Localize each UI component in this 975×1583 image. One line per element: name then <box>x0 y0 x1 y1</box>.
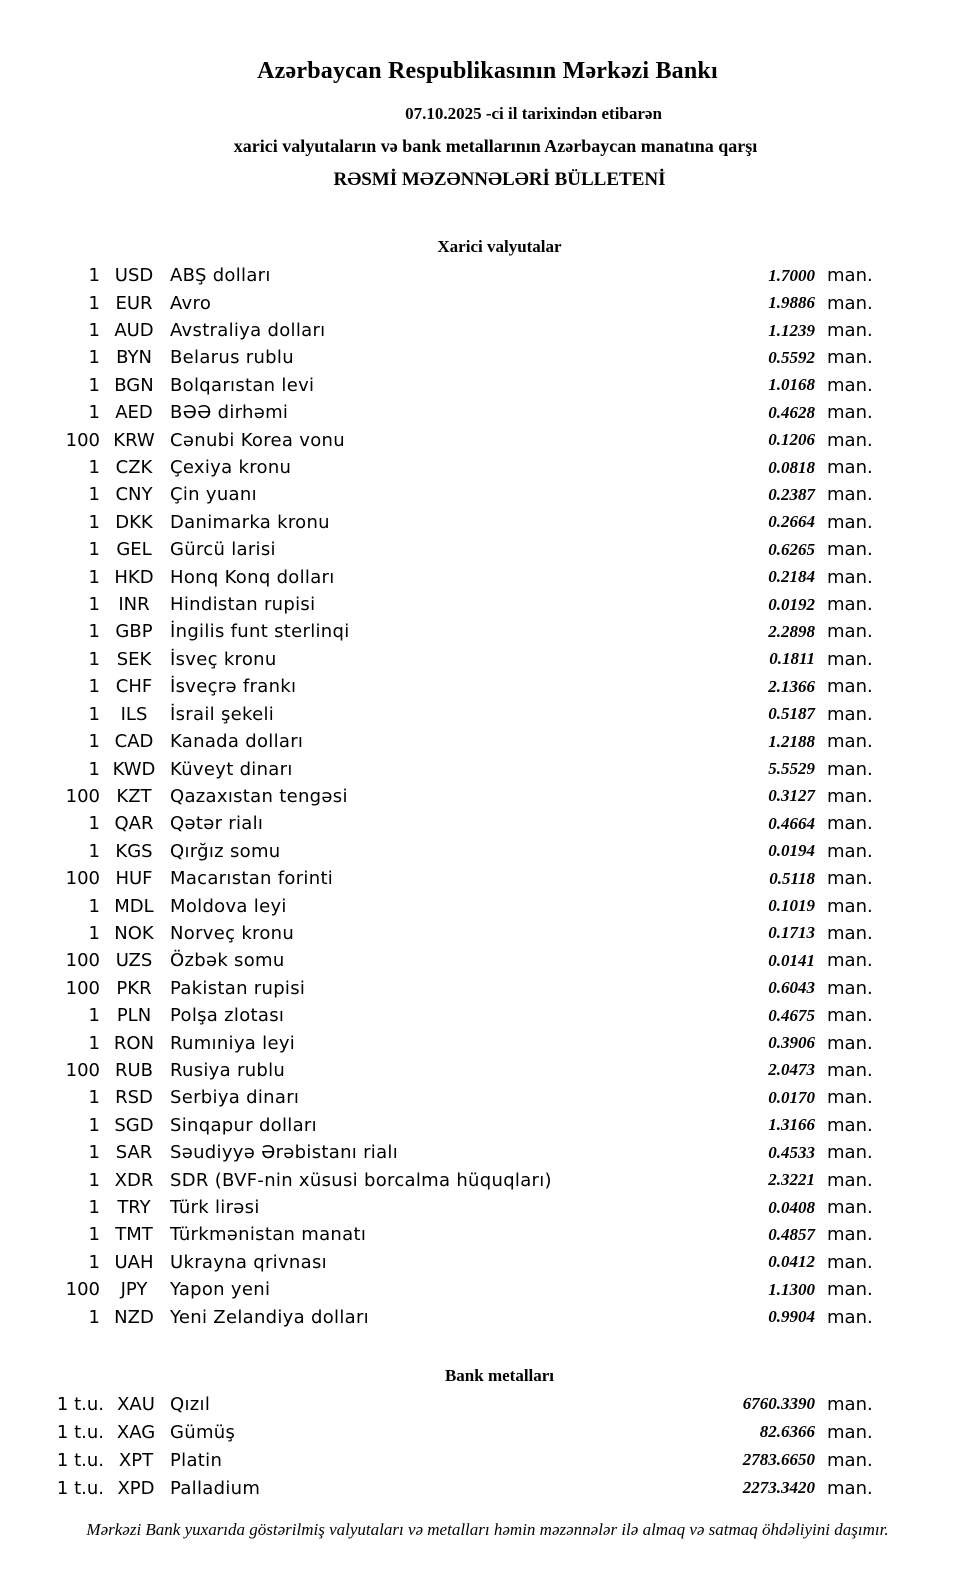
row-rate: 82.6366 <box>759 1422 815 1441</box>
row-unit: man. <box>827 840 873 862</box>
row-code: USD <box>114 265 154 287</box>
currency-table <box>0 262 975 1331</box>
row-rate: 0.9904 <box>768 1307 815 1327</box>
row-quantity: 1 <box>88 621 100 643</box>
table-row <box>0 618 975 645</box>
row-name: Danimarka kronu <box>170 511 330 533</box>
row-rate: 0.4675 <box>768 1005 815 1025</box>
row-quantity: 1 <box>88 1005 100 1027</box>
row-unit: man. <box>827 402 873 424</box>
row-unit: man. <box>827 1197 873 1219</box>
row-rate: 2.2898 <box>768 621 815 641</box>
row-quantity: 1 <box>88 374 100 396</box>
row-rate: 6760.3390 <box>742 1394 815 1413</box>
row-rate: 0.4857 <box>768 1224 815 1244</box>
row-code: KZT <box>116 785 152 807</box>
row-code: BGN <box>114 374 154 396</box>
table-row <box>0 1139 975 1166</box>
row-quantity: 1 t.u. <box>56 1393 104 1415</box>
table-row <box>0 728 975 755</box>
table-row <box>0 1276 975 1303</box>
row-quantity: 1 <box>88 676 100 698</box>
table-row <box>0 591 975 618</box>
row-unit: man. <box>827 1393 873 1415</box>
row-code: RUB <box>114 1059 154 1081</box>
table-row <box>0 1446 975 1474</box>
row-unit: man. <box>827 320 873 342</box>
row-rate: 0.0412 <box>768 1252 815 1272</box>
row-quantity: 1 <box>88 1032 100 1054</box>
row-rate: 2273.3420 <box>742 1478 815 1497</box>
row-name: Gümüş <box>170 1421 236 1443</box>
row-quantity: 100 <box>65 868 100 890</box>
row-unit: man. <box>827 594 873 616</box>
row-code: RSD <box>115 1087 153 1109</box>
row-rate: 0.0192 <box>768 594 815 614</box>
row-unit: man. <box>827 1251 873 1273</box>
table-row <box>0 481 975 508</box>
row-unit: man. <box>827 1421 873 1443</box>
row-name: Çin yuanı <box>170 484 257 506</box>
row-name: Avstraliya dolları <box>170 320 326 342</box>
row-code: SGD <box>114 1114 154 1136</box>
row-unit: man. <box>827 785 873 807</box>
row-name: Küveyt dinarı <box>170 758 293 780</box>
row-unit: man. <box>827 731 873 753</box>
row-name: İsveçrə frankı <box>170 676 297 698</box>
table-row <box>0 920 975 947</box>
row-quantity: 1 <box>88 1251 100 1273</box>
row-unit: man. <box>827 429 873 451</box>
row-code: KWD <box>112 758 156 780</box>
row-rate: 0.2387 <box>768 484 815 504</box>
table-row <box>0 810 975 837</box>
table-row <box>0 1303 975 1330</box>
row-name: Serbiya dinarı <box>170 1087 300 1109</box>
table-row <box>0 536 975 563</box>
row-unit: man. <box>827 703 873 725</box>
table-row <box>0 673 975 700</box>
row-name: Gürcü larisi <box>170 539 276 561</box>
row-name: SDR (BVF-nin xüsusi borcalma hüquqları) <box>170 1169 552 1191</box>
row-quantity: 100 <box>65 977 100 999</box>
row-code: XDR <box>114 1169 154 1191</box>
row-rate: 0.0194 <box>768 841 815 861</box>
row-unit: man. <box>827 539 873 561</box>
row-rate: 0.4533 <box>768 1142 815 1162</box>
row-quantity: 1 <box>88 511 100 533</box>
row-quantity: 1 <box>88 1224 100 1246</box>
row-rate: 1.7000 <box>768 265 815 285</box>
table-row <box>0 1390 975 1418</box>
row-name: Avro <box>170 292 212 314</box>
row-code: XPD <box>117 1477 155 1499</box>
table-row <box>0 1474 975 1502</box>
row-rate: 1.2188 <box>768 731 815 751</box>
row-quantity: 1 <box>88 265 100 287</box>
row-code: KGS <box>115 840 153 862</box>
row-unit: man. <box>827 813 873 835</box>
row-code: GBP <box>115 621 153 643</box>
row-name: Qızıl <box>170 1393 211 1415</box>
row-rate: 0.6043 <box>768 978 815 998</box>
bulletin-title: RƏSMİ MƏZƏNNƏLƏRİ BÜLLETENİ <box>333 169 666 190</box>
row-unit: man. <box>827 648 873 670</box>
table-row <box>0 262 975 289</box>
row-rate: 0.0818 <box>768 457 815 477</box>
row-name: Honq Konq dolları <box>170 566 335 588</box>
row-rate: 2783.6650 <box>742 1450 815 1469</box>
row-rate: 0.0170 <box>768 1087 815 1107</box>
row-rate: 0.4664 <box>768 813 815 833</box>
row-unit: man. <box>827 1279 873 1301</box>
row-code: JPY <box>120 1279 148 1301</box>
row-quantity: 1 <box>88 813 100 835</box>
table-row <box>0 1221 975 1248</box>
row-unit: man. <box>827 977 873 999</box>
table-row <box>0 1002 975 1029</box>
row-quantity: 1 <box>88 1114 100 1136</box>
row-name: İsveç kronu <box>170 648 277 670</box>
row-quantity: 1 <box>88 457 100 479</box>
row-code: HUF <box>115 868 153 890</box>
row-code: CHF <box>115 676 153 698</box>
row-unit: man. <box>827 1449 873 1471</box>
row-unit: man. <box>827 895 873 917</box>
row-quantity: 100 <box>65 1279 100 1301</box>
table-row <box>0 1166 975 1193</box>
row-rate: 0.2664 <box>768 512 815 532</box>
table-row <box>0 509 975 536</box>
row-rate: 0.1713 <box>768 923 815 943</box>
row-unit: man. <box>827 922 873 944</box>
row-name: Rumıniya leyi <box>170 1032 296 1054</box>
row-rate: 2.0473 <box>768 1060 815 1080</box>
section-title-currencies: Xarici valyutalar <box>437 237 562 256</box>
row-code: KRW <box>113 429 155 451</box>
row-rate: 0.1019 <box>768 896 815 916</box>
row-quantity: 1 <box>88 320 100 342</box>
row-code: GEL <box>116 539 152 561</box>
row-unit: man. <box>827 1169 873 1191</box>
table-row <box>0 454 975 481</box>
row-quantity: 1 <box>88 731 100 753</box>
row-unit: man. <box>827 1142 873 1164</box>
subject-line: xarici valyutaların və bank metallarının Azərbaycan manatına qarşı <box>233 136 758 156</box>
row-rate: 1.9886 <box>768 293 815 313</box>
table-row <box>0 399 975 426</box>
row-unit: man. <box>827 566 873 588</box>
row-quantity: 100 <box>65 785 100 807</box>
footer-disclaimer: Mərkəzi Bank yuxarıda göstərilmiş valyutaları və metalları həmin məzənnələr ilə almaq və satmaq öhdəliyini daşımır. <box>86 1520 889 1539</box>
row-unit: man. <box>827 1059 873 1081</box>
table-row <box>0 975 975 1002</box>
row-rate: 0.4628 <box>768 402 815 422</box>
row-quantity: 1 <box>88 758 100 780</box>
row-quantity: 1 <box>88 402 100 424</box>
row-code: TMT <box>115 1224 153 1246</box>
row-quantity: 1 <box>88 594 100 616</box>
row-unit: man. <box>827 1114 873 1136</box>
row-rate: 0.3906 <box>768 1033 815 1053</box>
row-rate: 0.5592 <box>768 347 815 367</box>
row-name: İsrail şekeli <box>170 703 275 725</box>
table-row <box>0 1029 975 1056</box>
table-row <box>0 947 975 974</box>
table-row <box>0 1084 975 1111</box>
row-quantity: 1 <box>88 895 100 917</box>
row-code: PLN <box>116 1005 152 1027</box>
row-name: Türkmənistan manatı <box>170 1224 367 1246</box>
row-code: INR <box>118 594 150 616</box>
row-quantity: 1 <box>88 292 100 314</box>
row-unit: man. <box>827 868 873 890</box>
row-unit: man. <box>827 1005 873 1027</box>
row-name: Palladium <box>170 1477 261 1499</box>
row-quantity: 1 <box>88 840 100 862</box>
row-unit: man. <box>827 457 873 479</box>
table-row <box>0 317 975 344</box>
row-quantity: 1 <box>88 648 100 670</box>
row-quantity: 1 <box>88 539 100 561</box>
row-unit: man. <box>827 758 873 780</box>
row-rate: 0.0141 <box>768 950 815 970</box>
row-unit: man. <box>827 1306 873 1328</box>
row-quantity: 1 <box>88 566 100 588</box>
row-unit: man. <box>827 374 873 396</box>
row-code: PKR <box>116 977 152 999</box>
section-title-metals: Bank metalları <box>444 1366 555 1385</box>
row-unit: man. <box>827 1224 873 1246</box>
row-unit: man. <box>827 1087 873 1109</box>
row-name: Pakistan rupisi <box>170 977 306 999</box>
row-code: AED <box>115 402 153 424</box>
row-unit: man. <box>827 511 873 533</box>
row-quantity: 1 <box>88 1169 100 1191</box>
row-name: Türk lirəsi <box>170 1197 260 1219</box>
row-rate: 0.5118 <box>769 868 815 888</box>
row-name: İngilis funt sterlinqi <box>170 621 350 643</box>
row-rate: 0.2184 <box>768 567 815 587</box>
row-quantity: 1 <box>88 1142 100 1164</box>
metals-table <box>0 1390 975 1502</box>
row-unit: man. <box>827 621 873 643</box>
row-quantity: 1 <box>88 484 100 506</box>
table-row <box>0 892 975 919</box>
row-name: ABŞ dolları <box>170 265 271 287</box>
row-name: Polşa zlotası <box>170 1005 285 1027</box>
row-name: Səudiyyə Ərəbistanı rialı <box>170 1142 399 1164</box>
row-code: DKK <box>115 511 153 533</box>
row-name: Yeni Zelandiya dolları <box>170 1306 369 1328</box>
row-quantity: 1 <box>88 922 100 944</box>
row-name: Sinqapur dolları <box>170 1114 317 1136</box>
row-code: SEK <box>116 648 152 670</box>
table-row <box>0 289 975 316</box>
row-name: Qazaxıstan tengəsi <box>170 785 348 807</box>
row-quantity: 1 t.u. <box>56 1477 104 1499</box>
table-row <box>0 1112 975 1139</box>
table-row <box>0 1194 975 1221</box>
row-code: EUR <box>115 292 153 314</box>
row-code: CNY <box>115 484 153 506</box>
table-row <box>0 1418 975 1446</box>
row-name: Macarıstan forinti <box>170 868 334 890</box>
table-row <box>0 372 975 399</box>
row-quantity: 100 <box>65 950 100 972</box>
row-unit: man. <box>827 265 873 287</box>
row-name: BƏƏ dirhəmi <box>170 402 289 424</box>
row-rate: 0.5187 <box>768 704 815 724</box>
table-row <box>0 755 975 782</box>
row-code: RON <box>113 1032 155 1054</box>
row-name: Çexiya kronu <box>170 457 292 479</box>
table-row <box>0 1249 975 1276</box>
row-quantity: 1 t.u. <box>56 1449 104 1471</box>
row-rate: 0.6265 <box>768 539 815 559</box>
row-rate: 0.1811 <box>769 649 815 669</box>
row-unit: man. <box>827 347 873 369</box>
table-row <box>0 426 975 453</box>
row-unit: man. <box>827 292 873 314</box>
row-quantity: 1 <box>88 347 100 369</box>
row-rate: 2.1366 <box>768 676 815 696</box>
effective-date-line: 07.10.2025 -ci il tarixindən etibarən <box>405 104 662 123</box>
row-unit: man. <box>827 1032 873 1054</box>
row-rate: 5.5529 <box>768 759 815 779</box>
row-rate: 1.0168 <box>768 375 815 395</box>
row-code: TRY <box>117 1197 151 1219</box>
row-code: HKD <box>114 566 154 588</box>
row-rate: 2.3221 <box>768 1170 815 1190</box>
table-row <box>0 1057 975 1084</box>
row-code: XPT <box>118 1449 154 1471</box>
row-rate: 0.1206 <box>768 430 815 450</box>
row-name: Qırğız somu <box>170 840 281 862</box>
row-rate: 1.3166 <box>768 1115 815 1135</box>
table-row <box>0 646 975 673</box>
table-row <box>0 701 975 728</box>
row-quantity: 1 <box>88 703 100 725</box>
row-name: Rusiya rublu <box>170 1059 286 1081</box>
row-name: Platin <box>170 1449 223 1471</box>
row-name: Yapon yeni <box>170 1279 271 1301</box>
table-row <box>0 865 975 892</box>
row-code: SAR <box>115 1142 153 1164</box>
row-code: BYN <box>116 347 152 369</box>
row-code: XAU <box>117 1393 155 1415</box>
row-quantity: 1 t.u. <box>56 1421 104 1443</box>
row-quantity: 100 <box>65 1059 100 1081</box>
row-code: ILS <box>120 703 148 725</box>
table-row <box>0 838 975 865</box>
row-rate: 0.0408 <box>768 1197 815 1217</box>
row-quantity: 1 <box>88 1087 100 1109</box>
row-name: Qətər rialı <box>170 813 264 835</box>
row-unit: man. <box>827 484 873 506</box>
row-code: CZK <box>115 457 153 479</box>
row-quantity: 1 <box>88 1197 100 1219</box>
row-name: Cənubi Korea vonu <box>170 429 345 451</box>
page-title: Azərbaycan Respublikasının Mərkəzi Bankı <box>257 58 718 84</box>
row-unit: man. <box>827 676 873 698</box>
table-row <box>0 563 975 590</box>
row-rate: 0.3127 <box>768 786 815 806</box>
table-row <box>0 344 975 371</box>
row-quantity: 100 <box>65 429 100 451</box>
row-code: AUD <box>114 320 154 342</box>
row-code: NOK <box>114 922 154 944</box>
row-name: Moldova leyi <box>170 895 287 917</box>
row-unit: man. <box>827 1477 873 1499</box>
row-rate: 1.1239 <box>768 320 815 340</box>
row-name: Belarus rublu <box>170 347 294 369</box>
row-code: QAR <box>114 813 154 835</box>
row-name: Ukrayna qrivnası <box>170 1251 327 1273</box>
row-code: NZD <box>114 1306 154 1328</box>
row-code: XAG <box>116 1421 156 1443</box>
row-name: Özbək somu <box>170 950 285 972</box>
table-row <box>0 783 975 810</box>
row-code: MDL <box>114 895 154 917</box>
row-quantity: 1 <box>88 1306 100 1328</box>
row-code: UZS <box>115 950 153 972</box>
row-code: CAD <box>114 731 154 753</box>
row-code: UAH <box>114 1251 154 1273</box>
row-name: Norveç kronu <box>170 922 295 944</box>
row-rate: 1.1300 <box>768 1279 815 1299</box>
row-unit: man. <box>827 950 873 972</box>
row-name: Kanada dolları <box>170 731 304 753</box>
row-name: Bolqarıstan levi <box>170 374 315 396</box>
row-name: Hindistan rupisi <box>170 594 316 616</box>
